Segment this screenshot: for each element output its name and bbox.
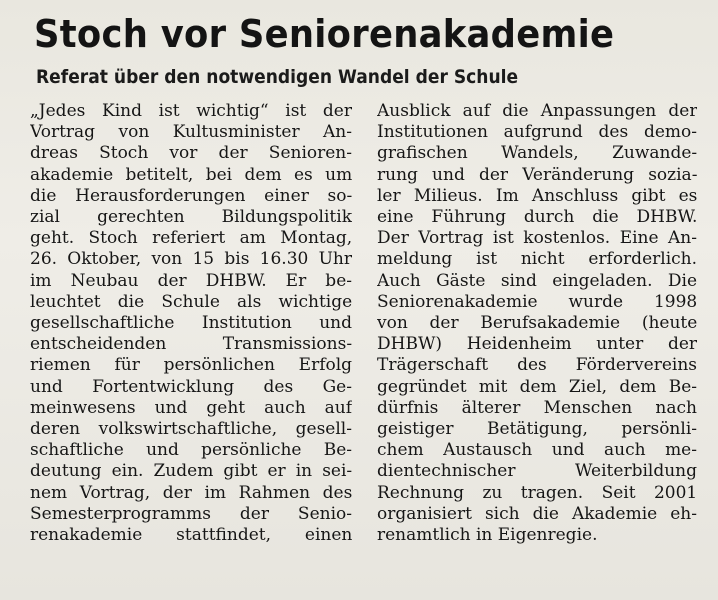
- text-line: geht. Stoch referiert am Montag,: [30, 228, 352, 249]
- text-line: dürfnis älterer Menschen nach: [377, 397, 697, 418]
- text-line: organisiert sich die Akademie eh-: [377, 503, 697, 524]
- article-subheadline: Referat über den notwendigen Wandel der Schule: [36, 66, 519, 88]
- text-line: meldung ist nicht erforderlich.: [377, 249, 697, 270]
- text-line: Institutionen aufgrund des demo-: [377, 122, 697, 143]
- text-line: leuchtet die Schule als wichtige: [30, 291, 352, 312]
- text-line: Trägerschaft des Fördervereins: [377, 355, 697, 376]
- text-line: Rechnung zu tragen. Seit 2001: [377, 482, 697, 503]
- text-line: deutung ein. Zudem gibt er in sei-: [30, 461, 352, 482]
- text-line: akademie betitelt, bei dem es um: [30, 164, 352, 185]
- text-line: deren volkswirtschaftliche, gesell-: [30, 419, 352, 440]
- text-line: chem Austausch und auch me-: [377, 440, 697, 461]
- text-line: Der Vortrag ist kostenlos. Eine An-: [377, 228, 697, 249]
- text-line: Semesterprogramms der Senio-: [30, 503, 352, 524]
- text-line: schaftliche und persönliche Be-: [30, 440, 352, 461]
- text-line: renamtlich in Eigenregie.: [377, 525, 598, 546]
- text-line: ler Milieus. Im Anschluss gibt es: [377, 185, 697, 206]
- text-line: DHBW) Heidenheim unter der: [377, 334, 697, 355]
- text-line: von der Berufsakademie (heute: [377, 313, 697, 334]
- text-line: und Fortentwicklung des Ge-: [30, 376, 352, 397]
- text-line: eine Führung durch die DHBW.: [377, 207, 697, 228]
- article-headline: Stoch vor Seniorenakademie: [34, 12, 615, 56]
- text-line: rung und der Veränderung sozia-: [377, 164, 697, 185]
- text-line: meinwesens und geht auch auf: [30, 397, 352, 418]
- text-line: dreas Stoch vor der Senioren-: [30, 143, 352, 164]
- text-line: zial gerechten Bildungspolitik: [30, 207, 352, 228]
- text-line: renakademie stattfindet, einen: [30, 525, 352, 546]
- text-line: dientechnischer Weiterbildung: [377, 461, 697, 482]
- text-line: Auch Gäste sind eingeladen. Die: [377, 270, 697, 291]
- text-line: Ausblick auf die Anpassungen der: [377, 101, 697, 121]
- text-line: gesellschaftliche Institution und: [30, 313, 352, 334]
- text-line: grafischen Wandels, Zuwande-: [377, 143, 697, 164]
- text-line: Seniorenakademie wurde 1998: [377, 291, 697, 312]
- text-line: riemen für persönlichen Erfolg: [30, 355, 352, 376]
- text-line: geistiger Betätigung, persönli-: [377, 419, 697, 440]
- text-line: „Jedes Kind ist wichtig“ ist der: [30, 101, 352, 121]
- text-line: entscheidenden Transmissions-: [30, 334, 352, 355]
- article-column-right: [377, 101, 697, 546]
- text-line: nem Vortrag, der im Rahmen des: [30, 482, 352, 503]
- text-line: gegründet mit dem Ziel, dem Be-: [377, 376, 697, 397]
- text-line: die Herausforderungen einer so-: [30, 185, 352, 206]
- text-line: Vortrag von Kultusminister An-: [30, 122, 352, 143]
- article-column-left: [30, 101, 352, 546]
- text-line: 26. Oktober, von 15 bis 16.30 Uhr: [30, 249, 352, 270]
- text-line: im Neubau der DHBW. Er be-: [30, 270, 352, 291]
